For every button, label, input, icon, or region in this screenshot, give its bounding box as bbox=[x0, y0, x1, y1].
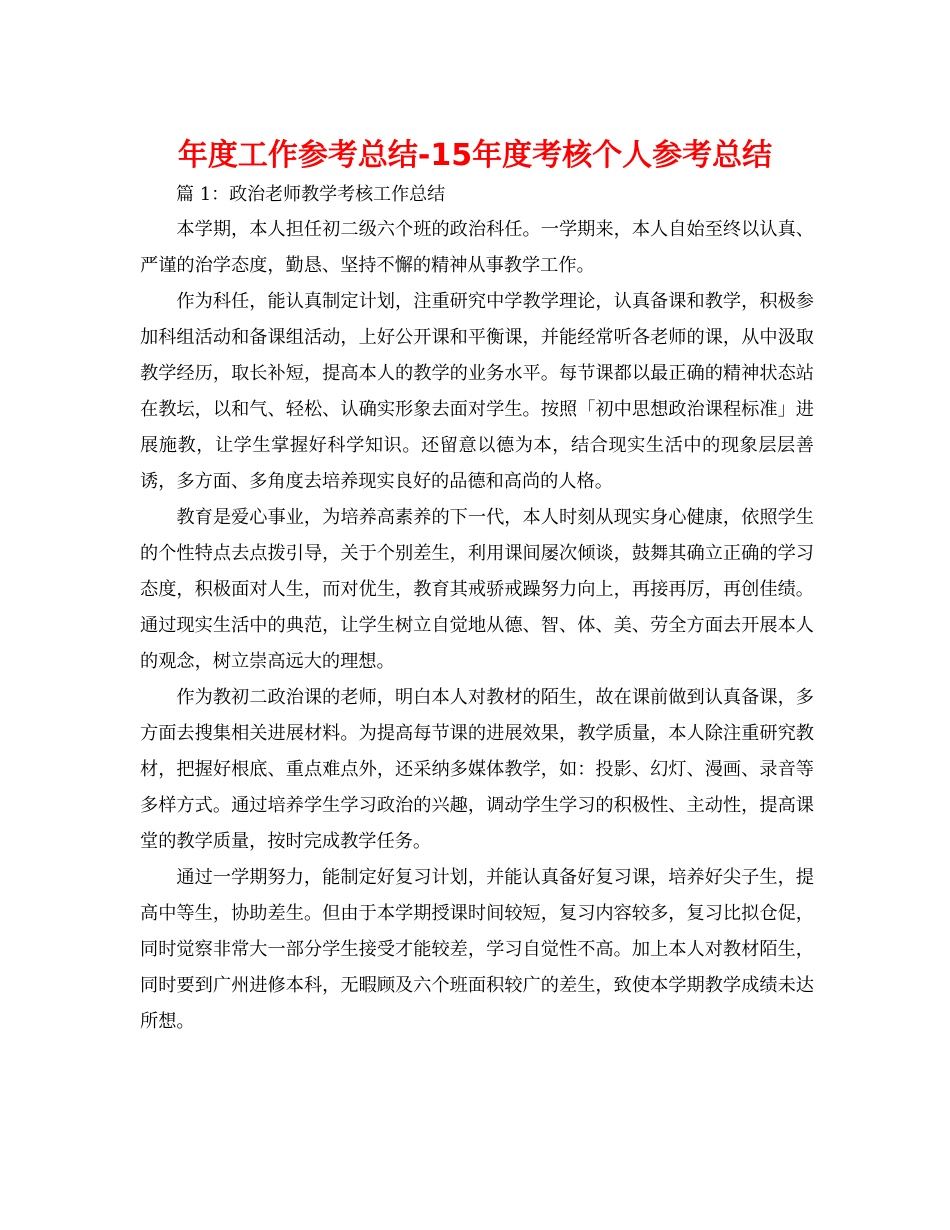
paragraph-2: 作为科任，能认真制定计划，注重研究中学教学理论，认真备课和教学，积极参加科组活动和备课组活动，上好公开课和平衡课，并能经常听各老师的课，从中汲取教学经历，取长补短，提高本人的教学的业务水平。每节课都以最正确的精神状态站在教坛，以和气、轻松、认确实形象去面对学生。按照「初中思想政治课程标准」进展施教，让学生掌握好科学知识。还留意以德为本，结合现实生活中的现象层层善诱，多方面、多角度去培养现实良好的品德和高尚的人格。 bbox=[140, 291, 814, 492]
paragraph-4: 作为教初二政治课的老师，明白本人对教材的陌生，故在课前做到认真备课，多方面去搜集相关进展材料。为提高每节课的进展效果，教学质量，本人除注重研究教材，把握好根底、重点难点外，还采纳多媒体教学，如：投影、幻灯、漫画、录音等多样方式。通过培养学生学习政治的兴趣，调动学生学习的积极性、主动性，提高课堂的教学质量，按时完成教学任务。 bbox=[140, 687, 814, 852]
paragraph-1: 本学期，本人担任初二级六个班的政治科任。一学期来，本人自始至终以认真、严谨的治学态度，勤恳、坚持不懈的精神从事教学工作。 bbox=[140, 219, 814, 276]
document-subtitle: 篇 1：政治老师教学考核工作总结 bbox=[176, 184, 446, 205]
paragraph-5: 通过一学期努力，能制定好复习计划，并能认真备好复习课，培养好尖子生，提高中等生，协助差生。但由于本学期授课时间较短，复习内容较多，复习比拟仓促，同时觉察非常大一部分学生接受才能较差，学习自觉性不高。加上本人对教材陌生，同时要到广州进修本科，无暇顾及六个班面积较广的差生，致使本学期教学成绩未达所想。 bbox=[140, 867, 814, 1032]
document-title: 年度工作参考总结-15年度考核个人参考总结 bbox=[177, 138, 773, 173]
paragraph-3: 教育是爱心事业，为培养高素养的下一代，本人时刻从现实身心健康，依照学生的个性特点去点拨引导，关于个别差生，利用课间屡次倾谈，鼓舞其确立正确的学习态度，积极面对人生，而对优生，教育其戒骄戒躁努力向上，再接再厉，再创佳绩。通过现实生活中的典范，让学生树立自觉地从德、智、体、美、劳全方面去开展本人的观念，树立崇高远大的理想。 bbox=[140, 507, 814, 672]
document-body bbox=[140, 212, 814, 1040]
